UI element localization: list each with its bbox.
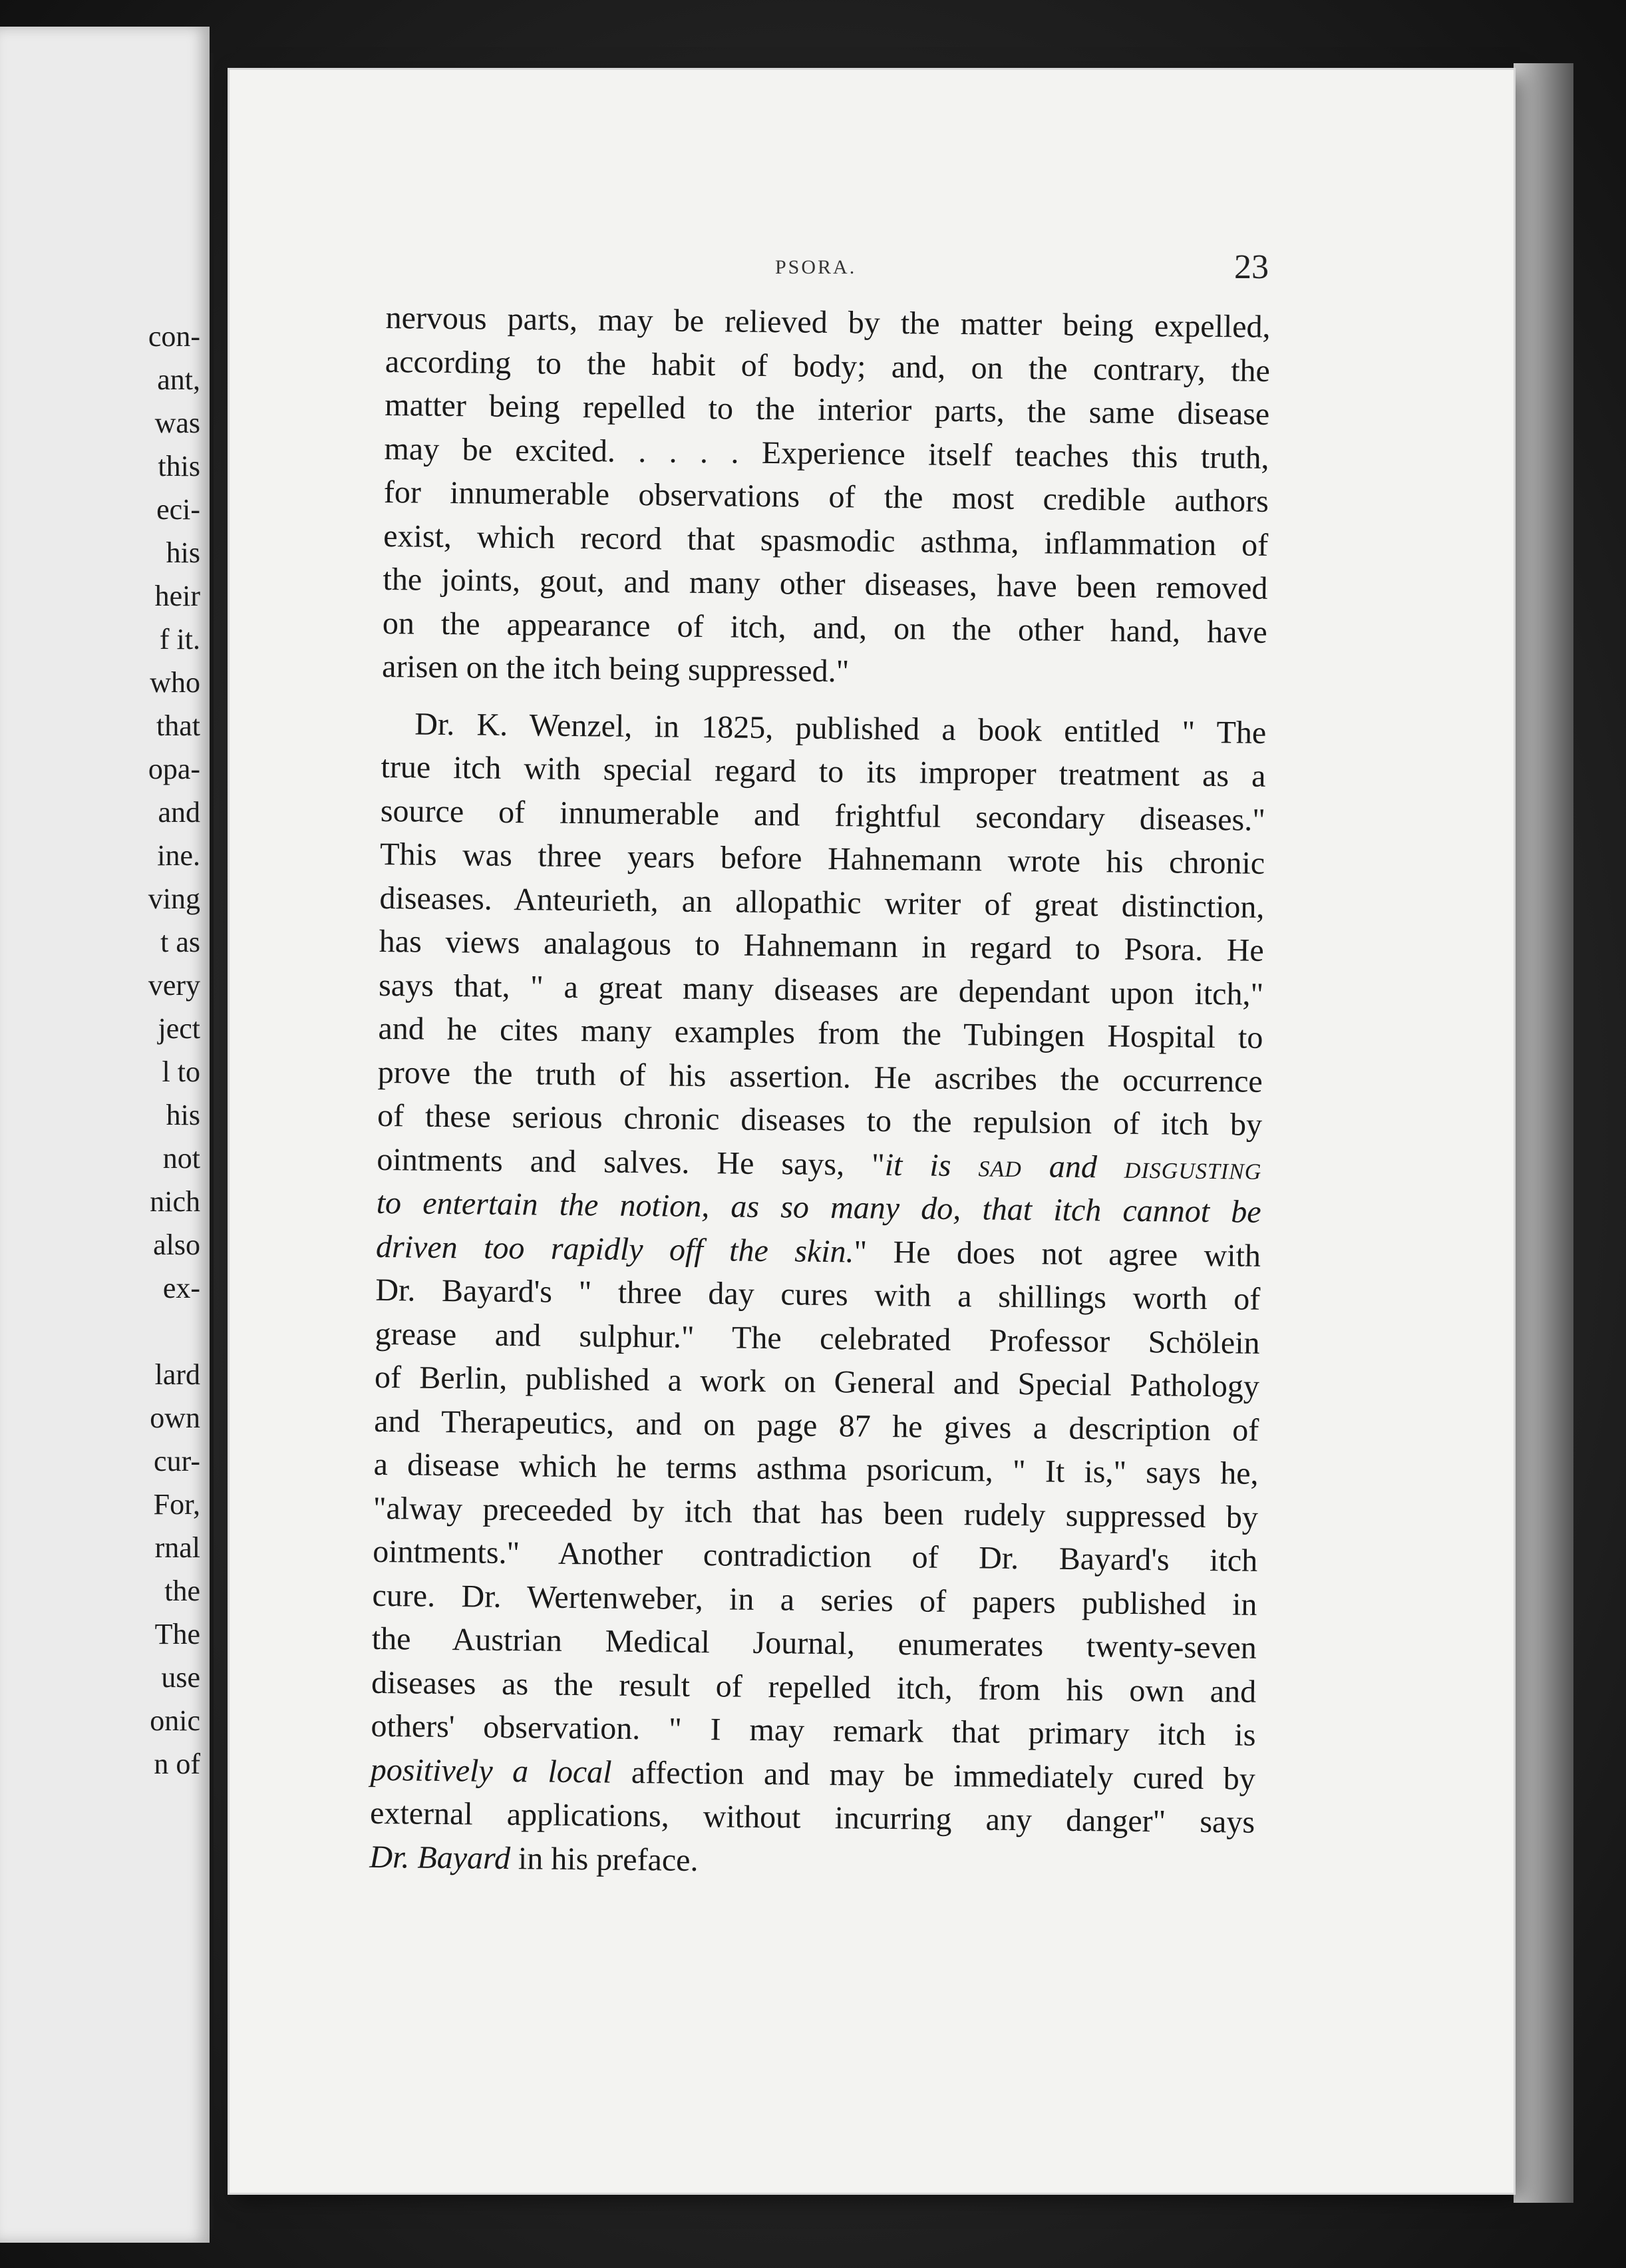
text-line: arisen on the itch being suppressed." (381, 648, 850, 689)
text-line: true itch with special regard to its improper treatment as a (381, 749, 1266, 794)
left-fragment: also (153, 1228, 200, 1261)
text-line: for innumerable observations of the most credible authors (383, 474, 1269, 519)
text-line: according to the habit of body; and, on the contrary, the (385, 343, 1271, 389)
text-line: may be excited. . . . . Experience itself teaches this truth, (384, 431, 1269, 476)
text-line: This was three years before Hahnemann wrote his chronic (379, 836, 1265, 881)
text-line: says that, " a great many diseases are dependant upon itch," (378, 967, 1264, 1012)
left-fragment: not (162, 1142, 200, 1175)
text-line: source of innumerable and frightful secondary diseases." (380, 793, 1266, 838)
left-fragment: ving (148, 882, 200, 915)
italic-run: driven too rapidly off the skin. (375, 1228, 854, 1269)
left-fragment: the (164, 1575, 200, 1607)
left-fragment: ject (158, 1012, 200, 1045)
text-line (369, 1835, 1255, 1887)
left-fragment: very (148, 969, 200, 1002)
text-line: on the appearance of itch, and, on the other hand, have (382, 605, 1268, 650)
left-fragment: f it. (159, 623, 200, 656)
left-fragment: cur- (154, 1445, 200, 1477)
body-text (369, 296, 1271, 1888)
left-fragment: For, (153, 1488, 200, 1521)
left-fragment: ine. (157, 839, 200, 872)
italic-run: and (1049, 1149, 1098, 1185)
left-fragment: t as (160, 926, 200, 958)
text-run: affection and may be immediately cured by (611, 1754, 1256, 1797)
text-line: the Austrian Medical Journal, enumerates twenty-seven (371, 1620, 1257, 1666)
left-fragment: that (156, 709, 200, 742)
text-line: others' observation. " I may remark that primary itch is (371, 1708, 1256, 1753)
text-line: diseases as the result of repelled itch, from his own and (371, 1664, 1257, 1710)
text-line: to entertain the notion, as so many do, that itch cannot be (376, 1185, 1261, 1230)
left-fragment: who (150, 666, 200, 699)
text-line: exist, which record that spasmodic asthma, inflammation of (383, 518, 1269, 563)
small-caps-run: sad (978, 1147, 1023, 1184)
text-line: cure. Dr. Wertenweber, in a series of papers published in (372, 1577, 1257, 1622)
left-fragment: this (158, 450, 200, 482)
page-number: 23 (1234, 248, 1269, 286)
text-line: Dr. K. Wenzel, in 1825, published a book entitled " The (414, 705, 1267, 751)
left-fragment: nich (150, 1185, 200, 1218)
left-fragment: use (161, 1661, 200, 1694)
left-fragment: ant, (157, 363, 200, 396)
left-fragment: opa- (148, 753, 200, 785)
text-line: nervous parts, may be relieved by the matter being expelled, (385, 299, 1271, 345)
left-fragment: his (166, 536, 200, 569)
text-run: in his preface. (510, 1840, 699, 1878)
left-fragment: and (158, 796, 200, 829)
left-fragment: rnal (154, 1531, 200, 1564)
text-line: grease and sulphur." The celebrated Professor Schölein (375, 1316, 1260, 1361)
text-run: " He does not agree with (854, 1233, 1261, 1274)
text-line: has views analagous to Hahnemann in regard to Psora. He (379, 923, 1265, 968)
left-fragment: con- (148, 320, 200, 353)
italic-run: positively a local (370, 1752, 612, 1790)
left-fragment: heir (154, 580, 200, 612)
left-fragment: was (154, 407, 200, 439)
left-fragment: onic (150, 1704, 200, 1737)
text-line: and he cites many examples from the Tubingen Hospital to (378, 1010, 1263, 1055)
italic-run: Dr. Bayard (369, 1839, 511, 1876)
left-fragment: his (166, 1099, 200, 1131)
left-fragment: own (150, 1402, 200, 1434)
small-caps-run: disgusting (1124, 1149, 1262, 1187)
text-line: and Therapeutics, and on page 87 he gives a description of (374, 1403, 1259, 1448)
left-fragment: The (154, 1618, 200, 1650)
running-header: PSORA. (775, 256, 857, 278)
left-fragment: lard (154, 1358, 200, 1391)
left-fragment: l to (162, 1055, 200, 1088)
text-line: the joints, gout, and many other diseases, have been removed (383, 561, 1268, 606)
text-line: Dr. Bayard's " three day cures with a shillings worth of (375, 1272, 1261, 1317)
book-gutter (210, 53, 214, 2229)
text-line: of these serious chronic diseases to the repulsion of itch by (377, 1097, 1263, 1143)
text-line: a disease which he terms asthma psoricum, " It is," says he, (373, 1446, 1259, 1491)
left-fragment: n of (154, 1748, 200, 1780)
text-line: "alway preceeded by itch that has been rudely suppressed by (373, 1490, 1259, 1535)
left-fragment: eci- (156, 493, 200, 526)
text-line: diseases. Anteurieth, an allopathic writer of great distinction, (379, 880, 1265, 925)
text-line: prove the truth of his assertion. He ascribes the occurrence (377, 1054, 1263, 1099)
text-run: ointments and salves. He says, " (377, 1141, 886, 1183)
left-fragment: ex- (162, 1272, 200, 1304)
italic-run: it is (884, 1147, 951, 1183)
text-line: matter being repelled to the interior parts, the same disease (385, 387, 1270, 432)
page-edge-shadow (1514, 63, 1573, 2203)
text-line: of Berlin, published a work on General and Special Pathology (374, 1359, 1260, 1404)
facing-page-left (0, 27, 210, 2243)
text-line: external applications, without incurring any danger" says (369, 1795, 1255, 1840)
text-line: ointments." Another contradiction of Dr. Bayard's itch (372, 1533, 1258, 1579)
